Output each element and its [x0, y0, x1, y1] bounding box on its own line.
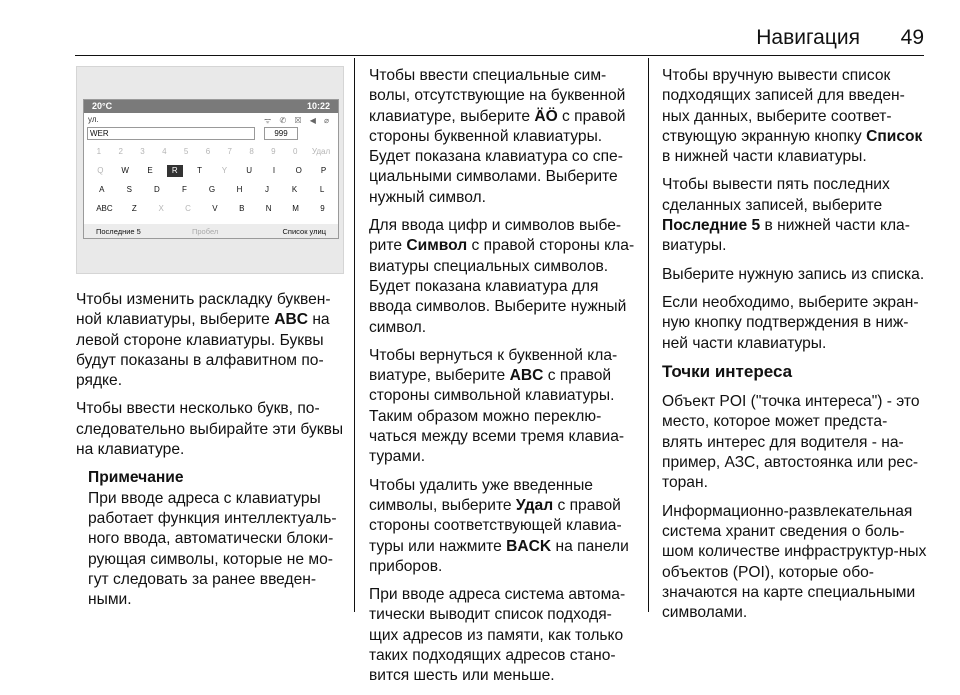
page-number: 49	[900, 26, 924, 49]
key: 0	[292, 147, 298, 156]
paragraph	[369, 346, 637, 468]
bold-term: Удал	[515, 496, 554, 514]
key: 3	[140, 147, 145, 156]
key: O	[295, 166, 302, 175]
key-selected: R	[167, 165, 183, 177]
column-1	[76, 290, 346, 610]
text: с правой стороны кла-виатуры специальных символов. Будет показана клавиатура для ввода символов. Выберите нужный символ.	[369, 237, 635, 336]
street-list-label: Список улиц	[282, 227, 326, 236]
text: Чтобы изменить раскладку буквен-ной клавиатуры, выберите	[76, 291, 331, 329]
key: 6	[205, 147, 211, 156]
text: Чтобы удалить уже введенные символы, выберите	[369, 476, 593, 514]
key: F	[181, 185, 187, 194]
display-topbar	[84, 100, 338, 113]
keyboard-screenshot	[76, 66, 344, 274]
text: с правой стороны символьной клавиатуры. Таким образом можно переклю-чаться между всеми тремя клавиа-турами.	[369, 367, 625, 466]
key: H	[236, 185, 243, 194]
bold-term: Список	[866, 127, 923, 145]
paragraph: Если необходимо, выберите экран-ную кнопку подтверждения в ниж-ней части клавиатуры.	[662, 293, 919, 352]
display-screen	[83, 99, 339, 239]
text: в нижней части клавиатуры.	[662, 148, 867, 166]
header-rule	[75, 55, 924, 56]
page-title: Навигация	[756, 26, 860, 49]
key-abc: ABC	[96, 204, 113, 213]
paragraph	[369, 476, 637, 577]
bold-term: ABC	[509, 367, 544, 385]
key: 2	[118, 147, 123, 156]
paragraph: Чтобы ввести несколько букв, по-следовательно выбирайте эти буквы на клавиатуре.	[76, 400, 344, 459]
key: 7	[227, 147, 232, 156]
paragraph	[369, 216, 637, 338]
key-row-2	[88, 184, 336, 198]
section-heading: Точки интереса	[662, 361, 793, 381]
paragraph: Выберите нужную запись из списка.	[662, 265, 925, 283]
text: на панели приборов.	[369, 537, 629, 575]
key: 4	[162, 147, 167, 156]
column-3	[662, 66, 927, 631]
column-divider-2	[648, 58, 649, 612]
key: I	[272, 166, 276, 175]
paragraph	[369, 66, 637, 208]
match-count: 999	[264, 127, 298, 140]
key-row-3	[88, 203, 336, 217]
key: A	[99, 185, 105, 194]
space-label: Пробел	[192, 227, 219, 236]
key: P	[320, 166, 327, 175]
note-title: Примечание	[88, 469, 184, 487]
street-label: ул.	[88, 115, 99, 124]
key: C	[185, 204, 191, 213]
text: Чтобы вручную вывести список подходящих записей для введен-ных данных, выберите соответ-ствующую экранную кнопку	[662, 67, 905, 145]
key: Q	[97, 166, 104, 175]
recent-5-label: Последние 5	[96, 227, 141, 236]
key: 1	[96, 147, 102, 156]
key: B	[239, 204, 245, 213]
paragraph: Информационно-развлекательная система хранит сведения о боль-шом количестве инфраструктур-ных объектов (POI), которые обо-значаются на карте специальными символами.	[662, 502, 927, 622]
key: T	[197, 166, 203, 175]
text: Чтобы вывести пять последних сделанных записей, выберите	[662, 176, 890, 214]
text: Чтобы ввести специальные сим-волы, отсутствующие на буквенной клавиатуре, выберите	[369, 67, 626, 125]
key: 8	[249, 147, 254, 156]
status-icons: ᯤ ✆ ☒ ◀ ⌀	[263, 116, 332, 125]
note-text: При вводе адреса с клавиатуры работает функция интеллектуаль-ного ввода, автоматически блоки-рующая символы, которые не мо-гут следовать за ранее введен-ными.	[88, 489, 337, 609]
text: с правой стороны буквенной клавиатуры. Будет показана клавиатура со спе-циальными символами. Выберите нужный символ.	[369, 107, 626, 206]
key: D	[153, 185, 160, 194]
display-bottombar	[84, 224, 338, 238]
key: G	[208, 185, 216, 194]
key: W	[121, 166, 129, 175]
text: с правой стороны соответствующей клавиа-туры или нажмите	[369, 496, 622, 555]
paragraph: Объект POI ("точка интереса") - это место, которое может предста-влять интерес для водителя - на-пример, АЗС, автостоянка или рес-торан.	[662, 393, 920, 492]
key-delete: Удал	[311, 147, 331, 156]
paragraph	[76, 290, 346, 391]
key: X	[158, 204, 164, 213]
column-divider-1	[354, 58, 355, 612]
key: N	[265, 204, 272, 213]
paragraph: При вводе адреса система автома-тически выводит список подходя-щих адресов из памяти, как только таких подходящих адресов стано-вится шесть или меньше.	[369, 586, 626, 685]
bold-term: Символ	[406, 237, 468, 255]
text: Чтобы вернуться к буквенной кла-виатуре, выберите	[369, 346, 618, 385]
temperature: 20°C	[92, 101, 113, 111]
key: U	[246, 166, 253, 175]
text: на левой стороне клавиатуры. Буквы будут показаны в алфавитном по-рядке.	[76, 311, 330, 390]
address-input: WER	[87, 127, 255, 140]
note-block	[76, 468, 346, 610]
key-row-1	[88, 165, 336, 179]
key: Y	[221, 166, 228, 175]
bold-term: ÄÖ	[534, 107, 558, 125]
key: 9	[320, 204, 325, 213]
column-2	[369, 66, 637, 695]
bold-term: ABC	[274, 311, 308, 329]
key: 9	[271, 147, 276, 156]
key: V	[212, 204, 218, 213]
page-header	[0, 26, 960, 52]
key: 5	[183, 147, 189, 156]
bold-term: BACK	[506, 537, 552, 555]
bold-term: Последние 5	[662, 217, 761, 235]
clock: 10:22	[306, 101, 330, 111]
key: J	[265, 185, 270, 194]
key: M	[292, 204, 299, 213]
text: в нижней части кла-виатуры.	[662, 217, 910, 255]
paragraph	[662, 66, 927, 167]
key: K	[291, 185, 298, 194]
paragraph	[662, 175, 927, 256]
key: Z	[131, 204, 137, 213]
key: E	[147, 166, 153, 175]
text: Для ввода цифр и символов выбе-рите	[369, 217, 622, 255]
key-row-digits	[88, 146, 336, 160]
key: L	[319, 185, 325, 194]
key: S	[126, 185, 132, 194]
